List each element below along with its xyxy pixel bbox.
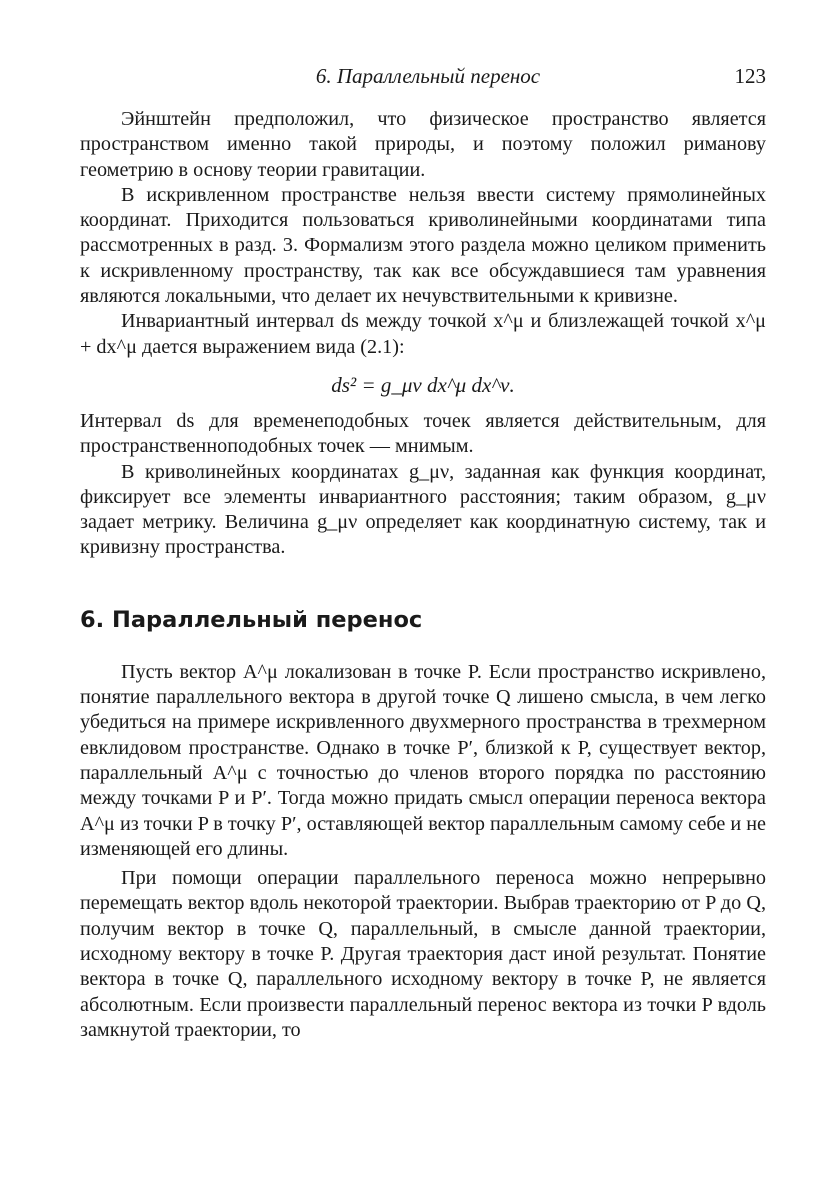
page-body: [80, 107, 766, 1043]
paragraph-6: Пусть вектор A^μ локализован в точке P. Если пространство искривлено, понятие параллельного вектора в другой точке Q лишено смысла, в чем легко убедиться на примере искривленного двухмерного пространства в трехмерном евклидовом пространстве. Однако в точке P′, близкой к P, существует вектор, параллельный A^μ с точностью до членов второго порядка по расстоянию между точками P и P′. Тогда можно придать смысл операции переноса вектора A^μ из точки P в точку P′, оставляющей вектор параллельным самому себе и не изменяющей его длины.: [80, 660, 766, 860]
running-head: [80, 64, 766, 92]
section-heading: 6. Параллельный перенос: [80, 606, 423, 633]
paragraph-2: В искривленном пространстве нельзя ввести систему прямолинейных координат. Приходится пользоваться криволинейными координатами типа рассмотренных в разд. 3. Формализм этого раздела можно целиком применить к искривленному пространству, так как все обсуждавшиеся там уравнения являются локальными, что делает их нечувствительными к кривизне.: [80, 183, 766, 308]
paragraph-7: При помощи операции параллельного переноса можно непрерывно перемещать вектор вдоль некоторой траектории. Выбрав траекторию от P до Q, получим вектор в точке Q, параллельный, в смысле данной траектории, исходному вектору в точке P. Другая траектория даст иной результат. Понятие вектора в точке Q, параллельного исходному вектору в точке P, не является абсолютным. Если произвести параллельный перенос вектора из точки P вдоль замкнутой траектории, то: [80, 867, 766, 1041]
metric-formula: ds² = g_μν dx^μ dx^ν.: [331, 372, 515, 397]
page-number: 123: [734, 64, 766, 88]
paragraph-5: В криволинейных координатах g_μν, заданная как функция координат, фиксирует все элементы инвариантного расстояния; таким образом, g_μν задает метрику. Величина g_μν определяет как координатную систему, так и кривизну пространства.: [80, 460, 766, 559]
paragraph-3: Инвариантный интервал ds между точкой x^μ и близлежащей точкой x^μ + dx^μ дается выражением вида (2.1):: [80, 310, 766, 358]
paragraph-4: Интервал ds для временеподобных точек является действительным, для пространственноподобных точек — мнимым.: [80, 409, 766, 458]
running-title: 6. Параллельный перенос: [315, 64, 541, 88]
paragraph-1: Эйнштейн предположил, что физическое пространство является пространством именно такой природы, и поэтому положил риманову геометрию в основу теории гравитации.: [80, 108, 766, 181]
